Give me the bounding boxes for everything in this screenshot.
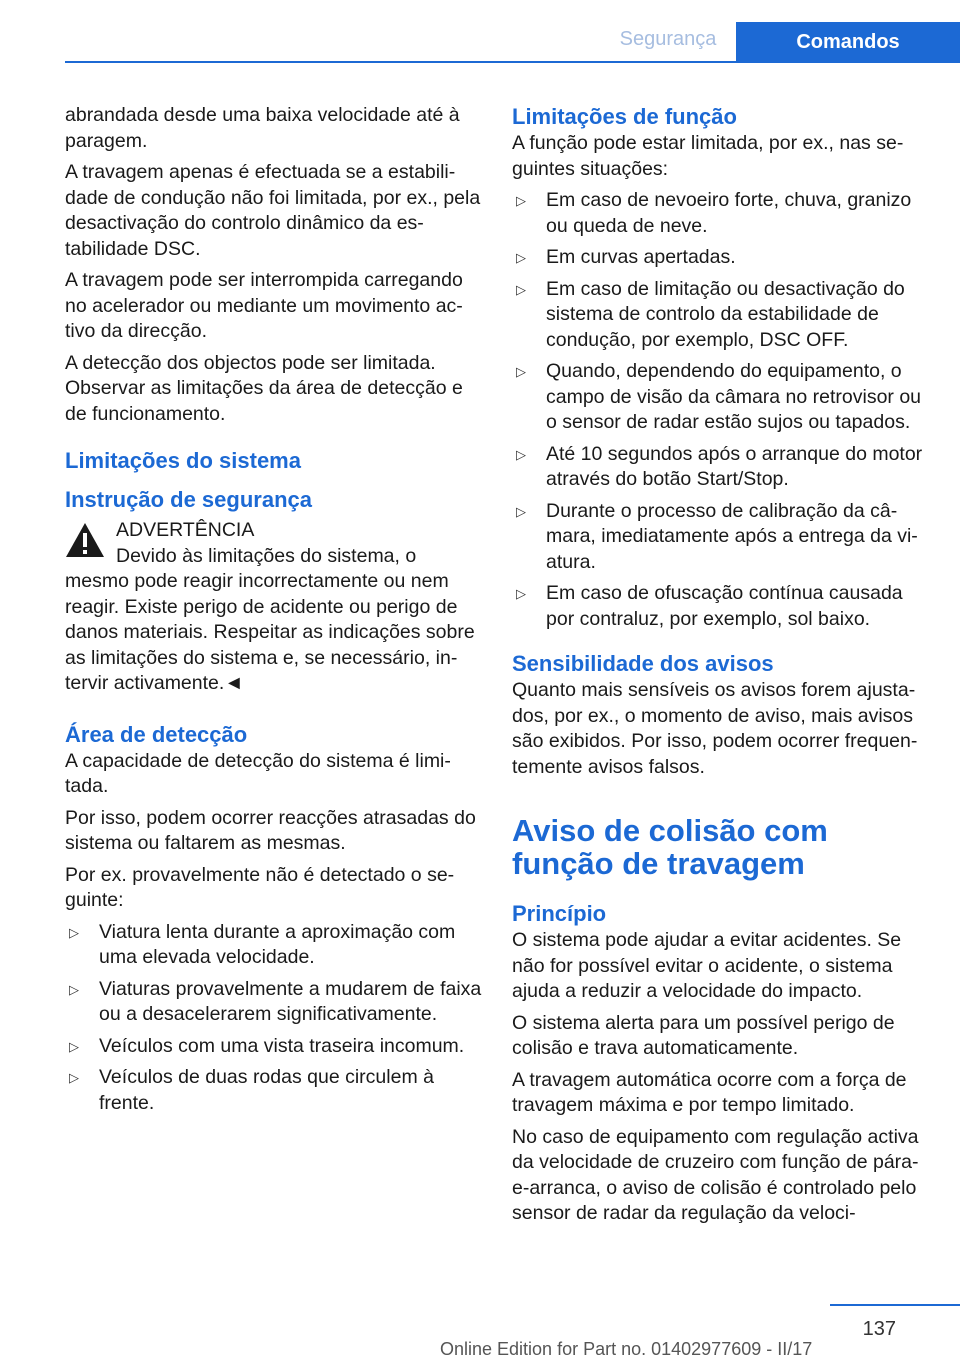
heading-collision-warning: Aviso de colisão com função de travagem	[512, 813, 828, 881]
paragraph: A travagem apenas é efectuada se a estabilidade de condução não foi limitada, por ex., pela desactivação do controlo dinâmico da estabilidade DSC.	[65, 161, 481, 260]
paragraph: A travagem automática ocorre com a força de travagem máxima e por tempo limitado.	[512, 1068, 907, 1116]
heading-principle: Princípio	[512, 901, 607, 926]
edition-footer: Online Edition for Part no. 01402977609 - II/17	[440, 1339, 813, 1359]
paragraph: A detecção dos objectos pode ser limitada. Observar as limitações da área de detecção e de funcionamento.	[65, 351, 463, 425]
list-item: ▷ Em curvas apertadas.	[512, 245, 932, 271]
paragraph: O sistema pode ajudar a evitar acidentes. Se não for possível evitar o acidente, o sistema ajuda a reduzir a velocidade do impacto.	[512, 929, 902, 1002]
triangle-bullet-icon: ▷	[516, 364, 526, 379]
list-item: ▷ Durante o processo de calibração da câmara, imediatamente após a entrega da viatura.	[516, 499, 918, 573]
list-item: ▷ Viatura lenta durante a aproximação com uma elevada velocidade.	[69, 920, 456, 968]
paragraph: Quanto mais sensíveis os avisos forem ajustados, por ex., o momento de aviso, mais avisos são exibidos. Por isso, podem ocorrer frequentemente avisos falsos.	[512, 679, 918, 778]
heading-system-limits: Limitações do sistema	[65, 448, 301, 473]
footer-rule	[830, 1304, 960, 1306]
heading-detection-area: Área de detecção	[65, 721, 248, 747]
paragraph: O sistema alerta para um possível perigo de colisão e trava automaticamente.	[512, 1011, 895, 1059]
list-item: ▷ Em caso de limitação ou desactivação do sistema de controlo da estabilidade de condução, por exemplo, DSC OFF.	[516, 277, 905, 351]
triangle-bullet-icon: ▷	[69, 1038, 79, 1054]
header-section-label: Segurança	[619, 28, 717, 50]
list-item: ▷ Quando, dependendo do equipamento, o campo de visão da câmara no retrovisor ou o sensor de radar estão sujos ou tapados.	[516, 360, 922, 433]
triangle-bullet-icon: ▷	[69, 1070, 79, 1085]
list-item: ▷ Em caso de nevoeiro forte, chuva, granizo ou queda de neve.	[516, 189, 912, 237]
warning-title: ADVERTÊNCIA	[116, 519, 255, 541]
warning-text: Devido às limitações do sistema, o mesmo pode reagir incorrectamente ou nem reagir. Existe perigo de acidente ou perigo de danos materiais. Respeitar as indicações sobre as limitações do sistema e, se necessário, intervir activamente.◄	[65, 544, 475, 694]
warning-triangle-icon	[65, 522, 105, 558]
triangle-bullet-icon: ▷	[516, 250, 526, 265]
paragraph: A travagem pode ser interrompida carregando no acelerador ou mediante um movimento activo da direcção.	[65, 269, 463, 342]
paragraph: Por ex. provavelmente não é detectado o seguinte:	[65, 863, 455, 911]
triangle-bullet-icon: ▷	[516, 503, 526, 519]
triangle-bullet-icon: ▷	[69, 981, 79, 997]
page-number: 137	[862, 1318, 896, 1340]
triangle-bullet-icon: ▷	[69, 924, 79, 940]
list-item: ▷ Em caso de ofuscação contínua causada por contraluz, por exemplo, sol baixo.	[516, 582, 903, 630]
bullet-list	[512, 188, 932, 632]
triangle-bullet-icon: ▷	[516, 586, 526, 601]
list-item: ▷ Viaturas provavelmente a mudarem de faixa ou a desacelerarem significativamente.	[69, 977, 482, 1025]
right-column	[512, 103, 932, 1233]
heading-function-limits: Limitações de função	[512, 104, 737, 129]
paragraph: abrandada desde uma baixa velocidade até à paragem.	[65, 104, 460, 152]
left-column	[65, 103, 483, 1122]
triangle-bullet-icon: ▷	[516, 446, 526, 462]
list-item: ▷ Veículos com uma vista traseira incomum.	[65, 1034, 483, 1060]
warning-block	[65, 518, 483, 697]
list-item: ▷ Veículos de duas rodas que circulem à frente.	[69, 1066, 434, 1114]
triangle-bullet-icon: ▷	[516, 193, 526, 208]
heading-warning-sensitivity: Sensibilidade dos avisos	[512, 651, 774, 676]
header-chapter-tab: Comandos	[736, 22, 960, 61]
paragraph: Por isso, podem ocorrer reacções atrasadas do sistema ou faltarem as mesmas.	[65, 806, 476, 854]
list-item: ▷ Até 10 segundos após o arranque do motor através do botão Start/Stop.	[516, 442, 923, 490]
triangle-bullet-icon: ▷	[516, 281, 526, 297]
paragraph: No caso de equipamento com regulação activa da velocidade de cruzeiro com função de pára-e-arranca, o aviso de colisão é controlado pelo sensor de radar da regulação da veloci-	[512, 1125, 919, 1224]
heading-safety-instruction: Instrução de segurança	[65, 487, 312, 512]
header-rule	[65, 61, 960, 63]
paragraph: A capacidade de detecção do sistema é limitada.	[65, 749, 451, 797]
paragraph: A função pode estar limitada, por ex., nas seguintes situações:	[512, 132, 904, 180]
bullet-list	[65, 920, 483, 1117]
